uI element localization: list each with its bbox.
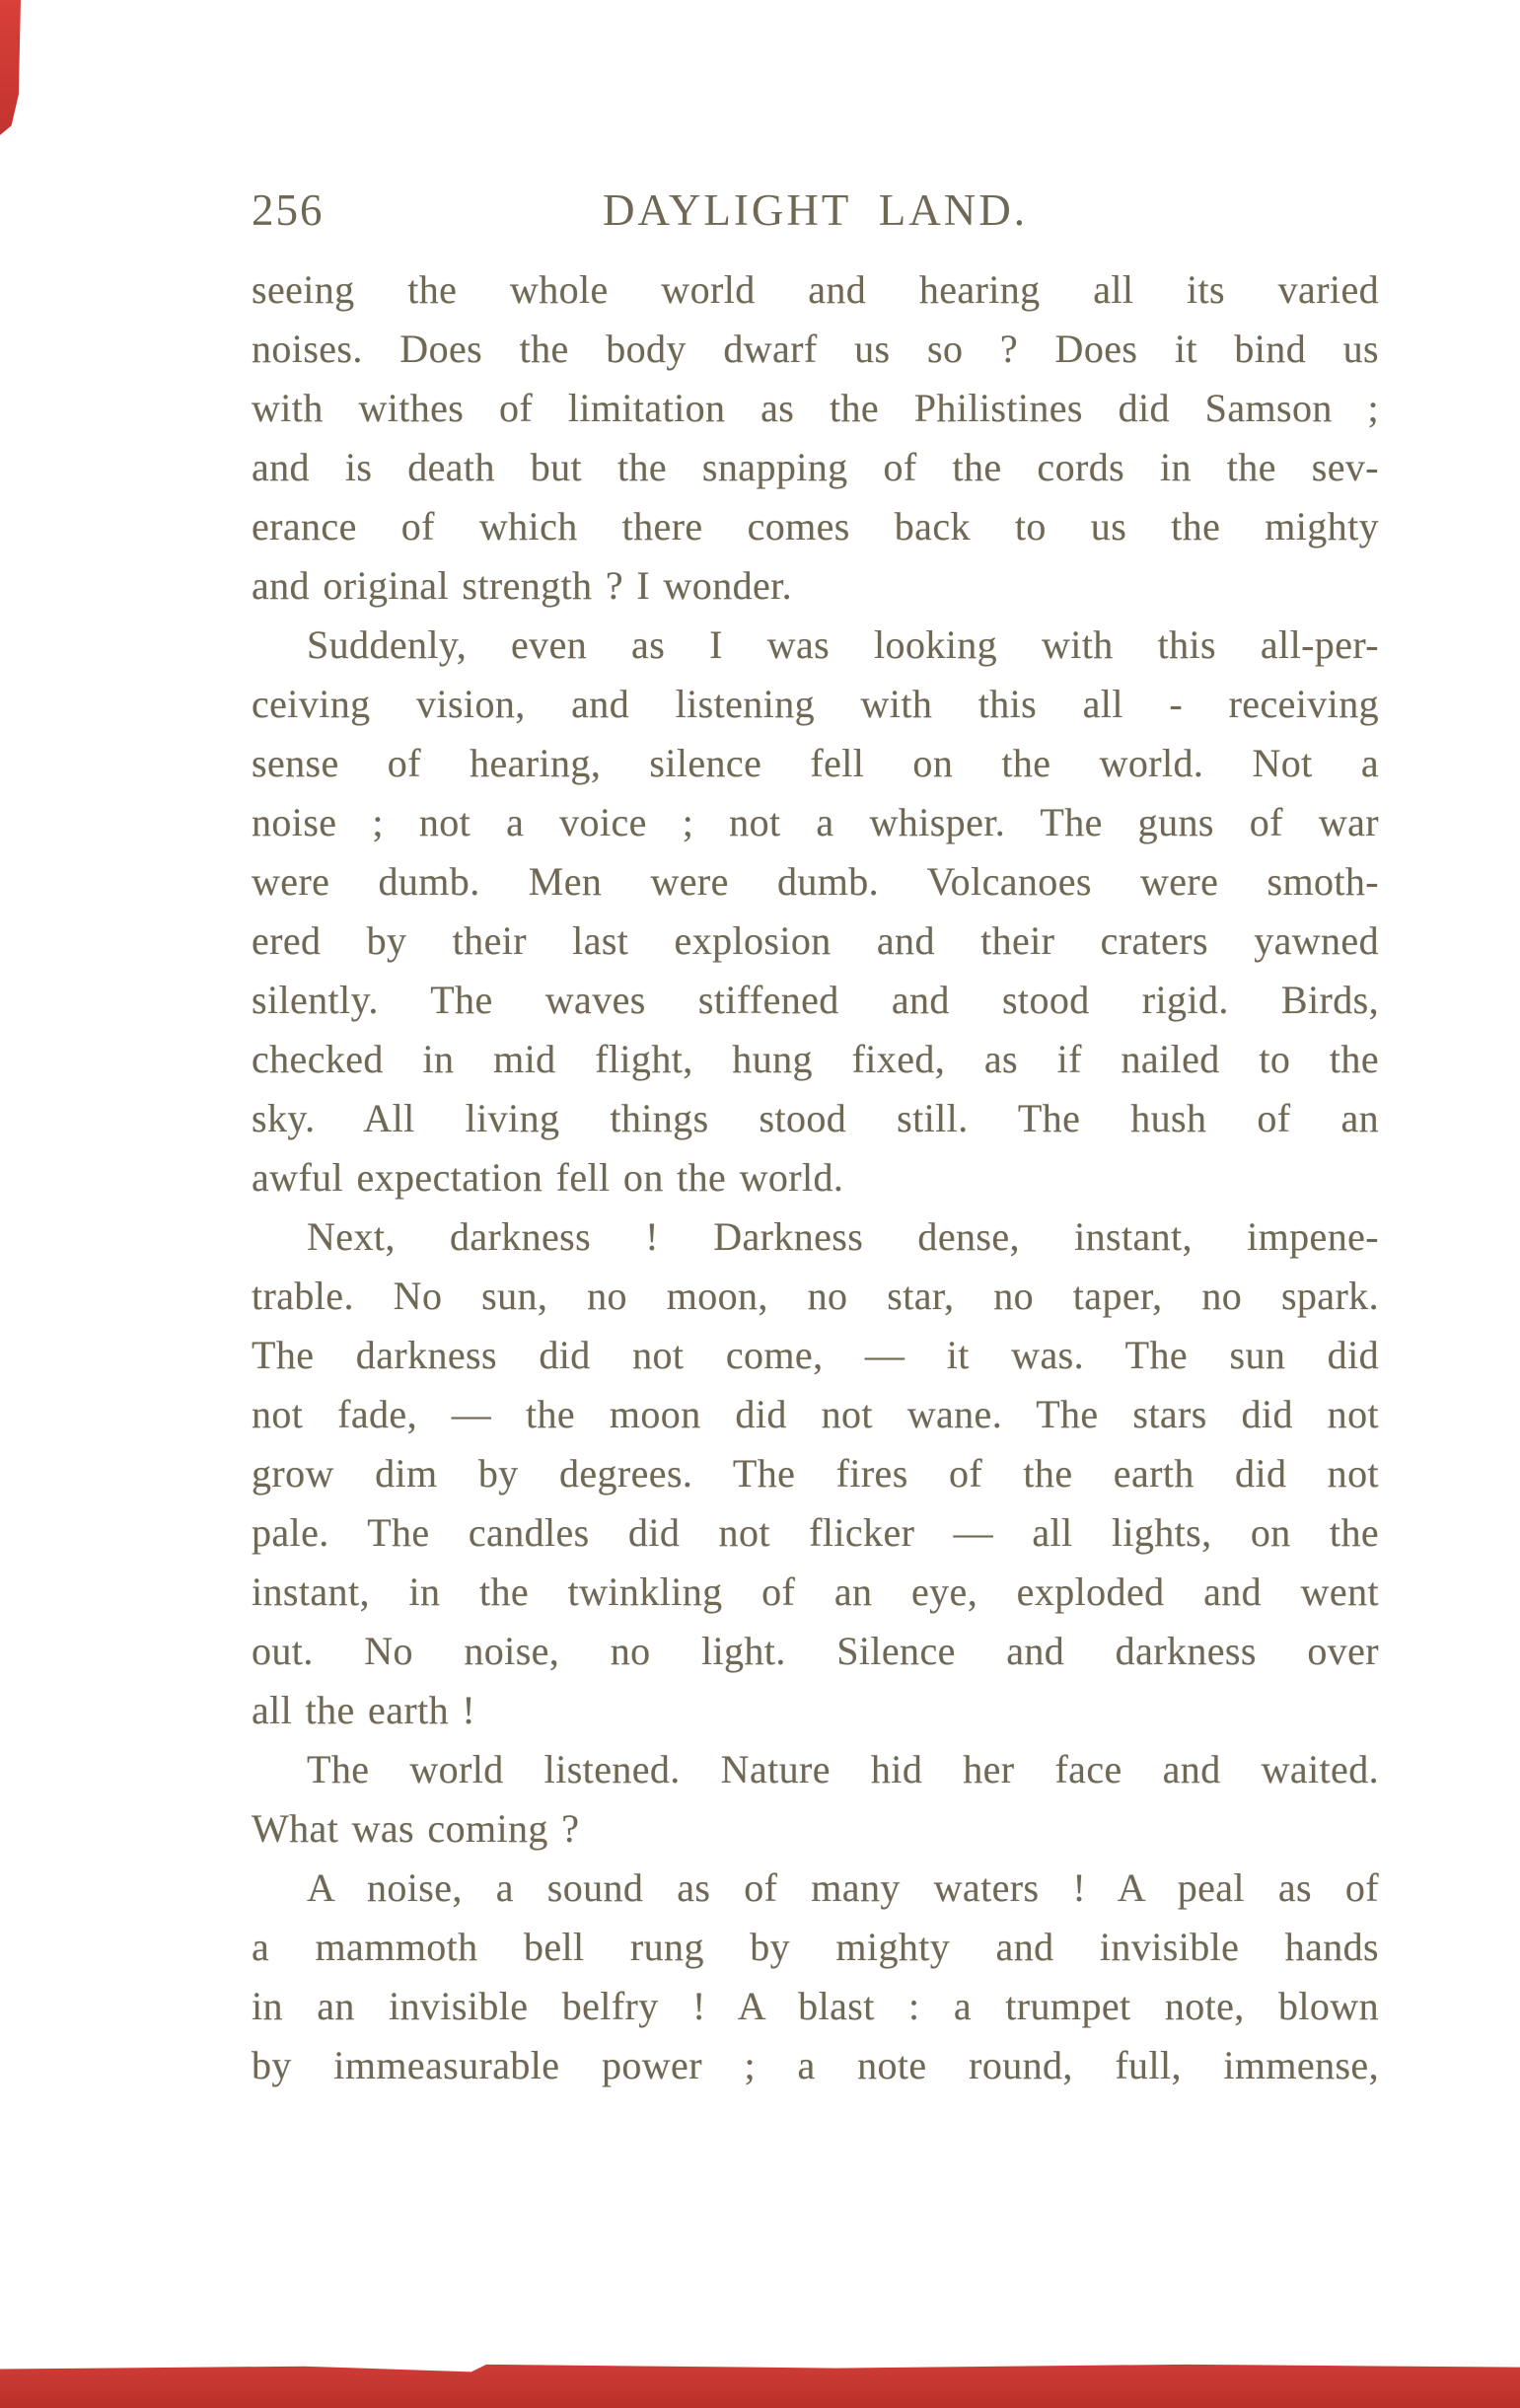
text-line: A noise, a sound as of many waters ! A peal as of [307,1865,1379,1910]
text-line: noise ; not a voice ; not a whisper. The guns of war [252,800,1379,844]
body-text [252,260,1379,2095]
text-line: a mammoth bell rung by mighty and invisible hands [252,1925,1379,1969]
text-line: pale. The candles did not flicker — all lights, on the [252,1510,1379,1555]
text-line: ered by their last explosion and their craters yawned [252,918,1379,963]
text-line: silently. The waves stiffened and stood rigid. Birds, [252,978,1379,1022]
text-line: trable. No sun, no moon, no star, no taper, no spark. [252,1274,1379,1318]
text-line: were dumb. Men were dumb. Volcanoes were smoth- [252,859,1379,904]
text-line: out. No noise, no light. Silence and darkness over [252,1629,1379,1673]
page-header [252,183,1379,237]
scan-edge-red-band-bottom [0,2362,1520,2408]
text-line: all the earth ! [252,1688,476,1732]
text-line: by immeasurable power ; a note round, full, immense, [252,2043,1379,2087]
text-line: not fade, — the moon did not wane. The stars did not [252,1392,1379,1436]
text-line: grow dim by degrees. The fires of the earth did not [252,1451,1379,1496]
text-line: noises. Does the body dwarf us so ? Does it bind us [252,327,1379,371]
text-line: The world listened. Nature hid her face and waited. [307,1747,1379,1791]
running-title: DAYLIGHT LAND. [603,185,1028,235]
text-line: erance of which there comes back to us the mighty [252,504,1379,548]
text-line: in an invisible belfry ! A blast : a trumpet note, blown [252,1984,1379,2028]
text-line: Suddenly, even as I was looking with this all-per- [307,622,1379,667]
text-line: awful expectation fell on the world. [252,1155,844,1200]
text-line: The darkness did not come, — it was. The sun did [252,1333,1379,1377]
text-line: What was coming ? [252,1806,580,1851]
scan-edge-red-sliver-top-left [0,0,21,135]
text-line: sky. All living things stood still. The hush of an [252,1096,1379,1140]
text-line: instant, in the twinkling of an eye, exploded and went [252,1569,1379,1614]
page-number: 256 [252,185,325,235]
text-line: Next, darkness ! Darkness dense, instant, impene- [307,1214,1379,1259]
text-line: ceiving vision, and listening with this all - receiving [252,682,1379,726]
text-line: and is death but the snapping of the cords in the sev- [252,445,1379,489]
text-line: and original strength ? I wonder. [252,563,793,608]
text-line: checked in mid flight, hung fixed, as if nailed to the [252,1037,1379,1081]
text-line: sense of hearing, silence fell on the world. Not a [252,741,1379,785]
text-line: with withes of limitation as the Philistines did Samson ; [252,386,1379,430]
text-line: seeing the whole world and hearing all its varied [252,267,1379,312]
